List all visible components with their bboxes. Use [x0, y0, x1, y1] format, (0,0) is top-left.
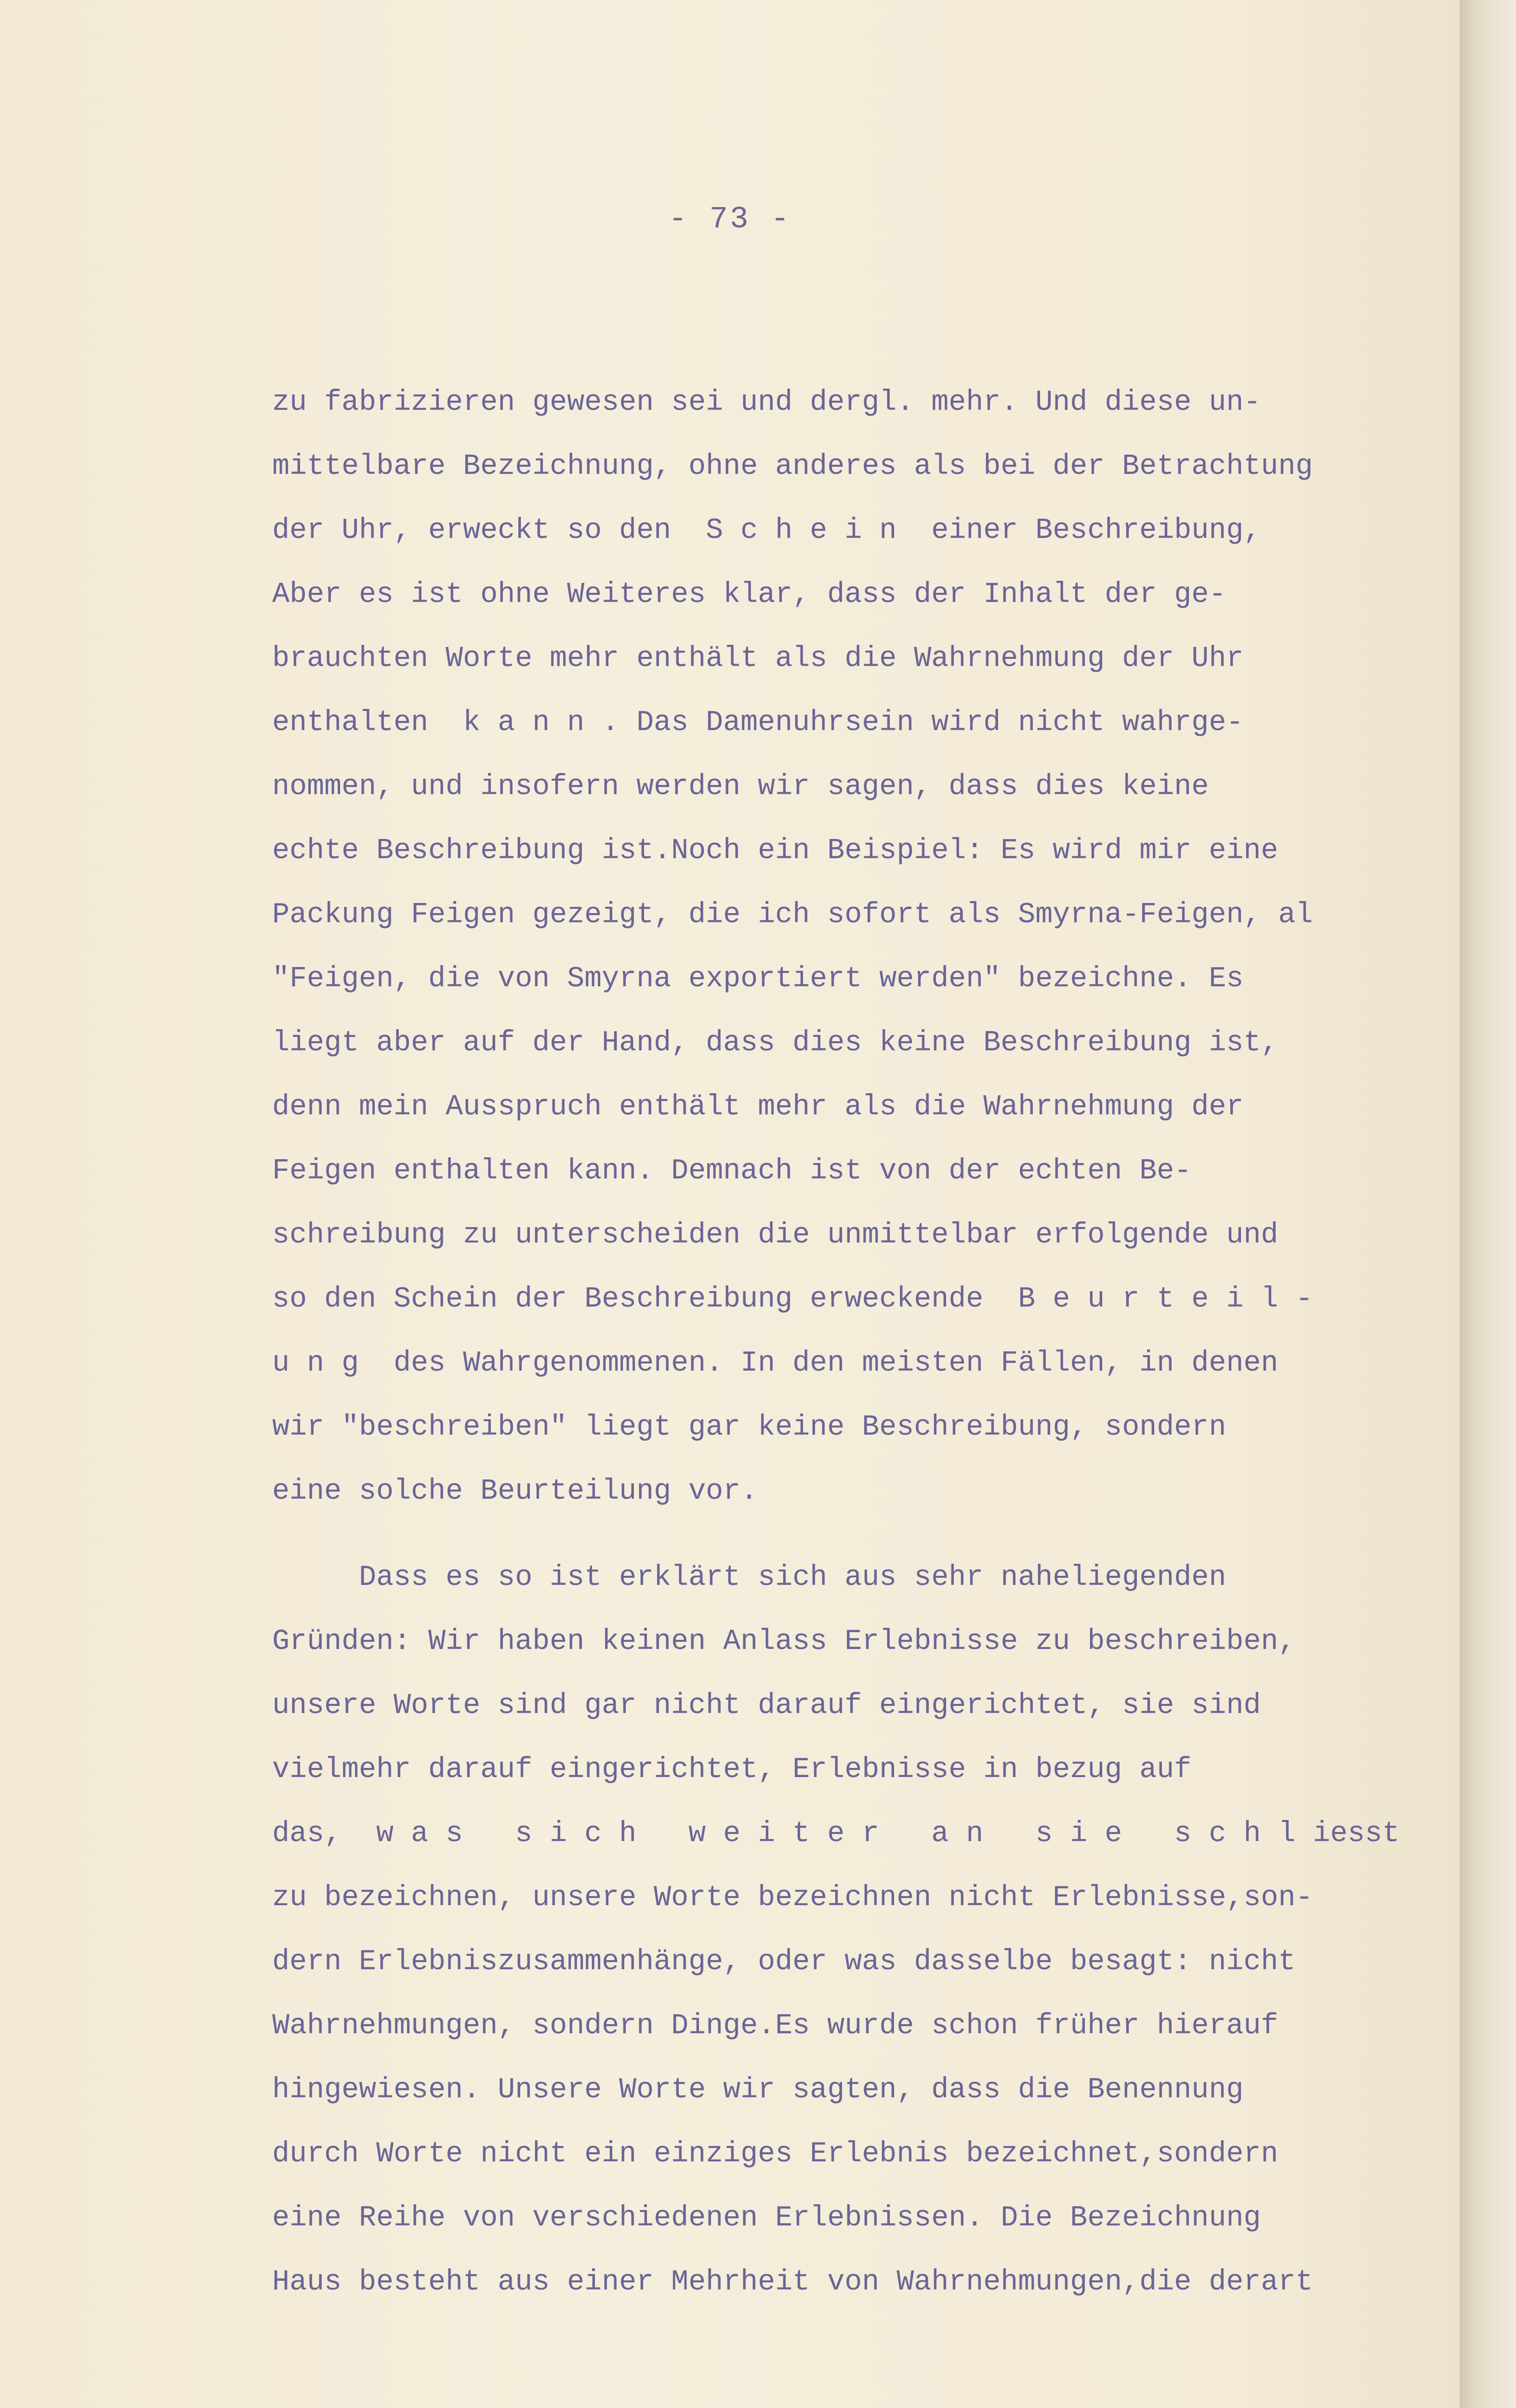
text-line: u n g des Wahrgenommenen. In den meisten Fällen, in denen — [272, 1347, 1279, 1380]
text-line: so den Schein der Beschreibung erweckende B e u r t e i l - — [272, 1283, 1313, 1316]
text-line: zu fabrizieren gewesen sei und dergl. mehr. Und diese un- — [272, 386, 1261, 419]
text-line: Wahrnehmungen, sondern Dinge.Es wurde schon früher hierauf — [272, 2010, 1279, 2042]
text-line: Aber es ist ohne Weiteres klar, dass der Inhalt der ge- — [272, 578, 1226, 611]
text-line: durch Worte nicht ein einziges Erlebnis bezeichnet,sondern — [272, 2138, 1279, 2171]
page-edge-shadow — [1460, 0, 1516, 2408]
text-line: hingewiesen. Unsere Worte wir sagten, dass die Benennung — [272, 2074, 1244, 2107]
paragraph-1 — [272, 371, 1457, 1524]
text-line: dern Erlebniszusammenhänge, oder was dasselbe besagt: nicht — [272, 1946, 1296, 1978]
text-line: Packung Feigen gezeigt, die ich sofort als Smyrna-Feigen, al — [272, 899, 1313, 931]
text-line: vielmehr darauf eingerichtet, Erlebnisse in bezug auf — [272, 1754, 1192, 1786]
text-line: Gründen: Wir haben keinen Anlass Erlebnisse zu beschreiben, — [272, 1625, 1296, 1658]
text-line: "Feigen, die von Smyrna exportiert werden" bezeichne. Es — [272, 963, 1244, 995]
text-line: liegt aber auf der Hand, dass dies keine Beschreibung ist, — [272, 1027, 1279, 1060]
text-line: Feigen enthalten kann. Demnach ist von der echten Be- — [272, 1155, 1192, 1188]
text-line: das, w a s s i c h w e i t e r a n s i e s c h l iesst — [272, 1818, 1400, 1850]
text-line: denn mein Ausspruch enthält mehr als die Wahrnehmung der — [272, 1091, 1244, 1124]
text-line: der Uhr, erweckt so den S c h e i n einer Beschreibung, — [272, 514, 1261, 547]
text-line: Dass es so ist erklärt sich aus sehr naheliegenden — [272, 1561, 1226, 1594]
text-line: enthalten k a n n . Das Damenuhrsein wird nicht wahrge- — [272, 707, 1244, 739]
text-line: eine Reihe von verschiedenen Erlebnissen. Die Bezeichnung — [272, 2202, 1261, 2235]
text-line: schreibung zu unterscheiden die unmittelbar erfolgende und — [272, 1219, 1279, 1252]
text-line: Haus besteht aus einer Mehrheit von Wahrnehmungen,die derart — [272, 2266, 1313, 2299]
text-line: echte Beschreibung ist.Noch ein Beispiel: Es wird mir eine — [272, 835, 1279, 867]
text-line: nommen, und insofern werden wir sagen, dass dies keine — [272, 771, 1209, 803]
text-line: mittelbare Bezeichnung, ohne anderes als bei der Betrachtung — [272, 450, 1313, 483]
body-text — [272, 371, 1457, 2315]
text-line: wir "beschreiben" liegt gar keine Beschreibung, sondern — [272, 1411, 1226, 1444]
paragraph-2 — [272, 1546, 1457, 2315]
text-line: zu bezeichnen, unsere Worte bezeichnen nicht Erlebnisse,son- — [272, 1882, 1313, 1914]
text-line: eine solche Beurteilung vor. — [272, 1475, 758, 1508]
page-number: - 73 - — [668, 202, 791, 237]
paragraph-gap — [272, 1524, 1457, 1546]
text-line: unsere Worte sind gar nicht darauf eingerichtet, sie sind — [272, 1689, 1261, 1722]
text-line: brauchten Worte mehr enthält als die Wahrnehmung der Uhr — [272, 642, 1244, 675]
